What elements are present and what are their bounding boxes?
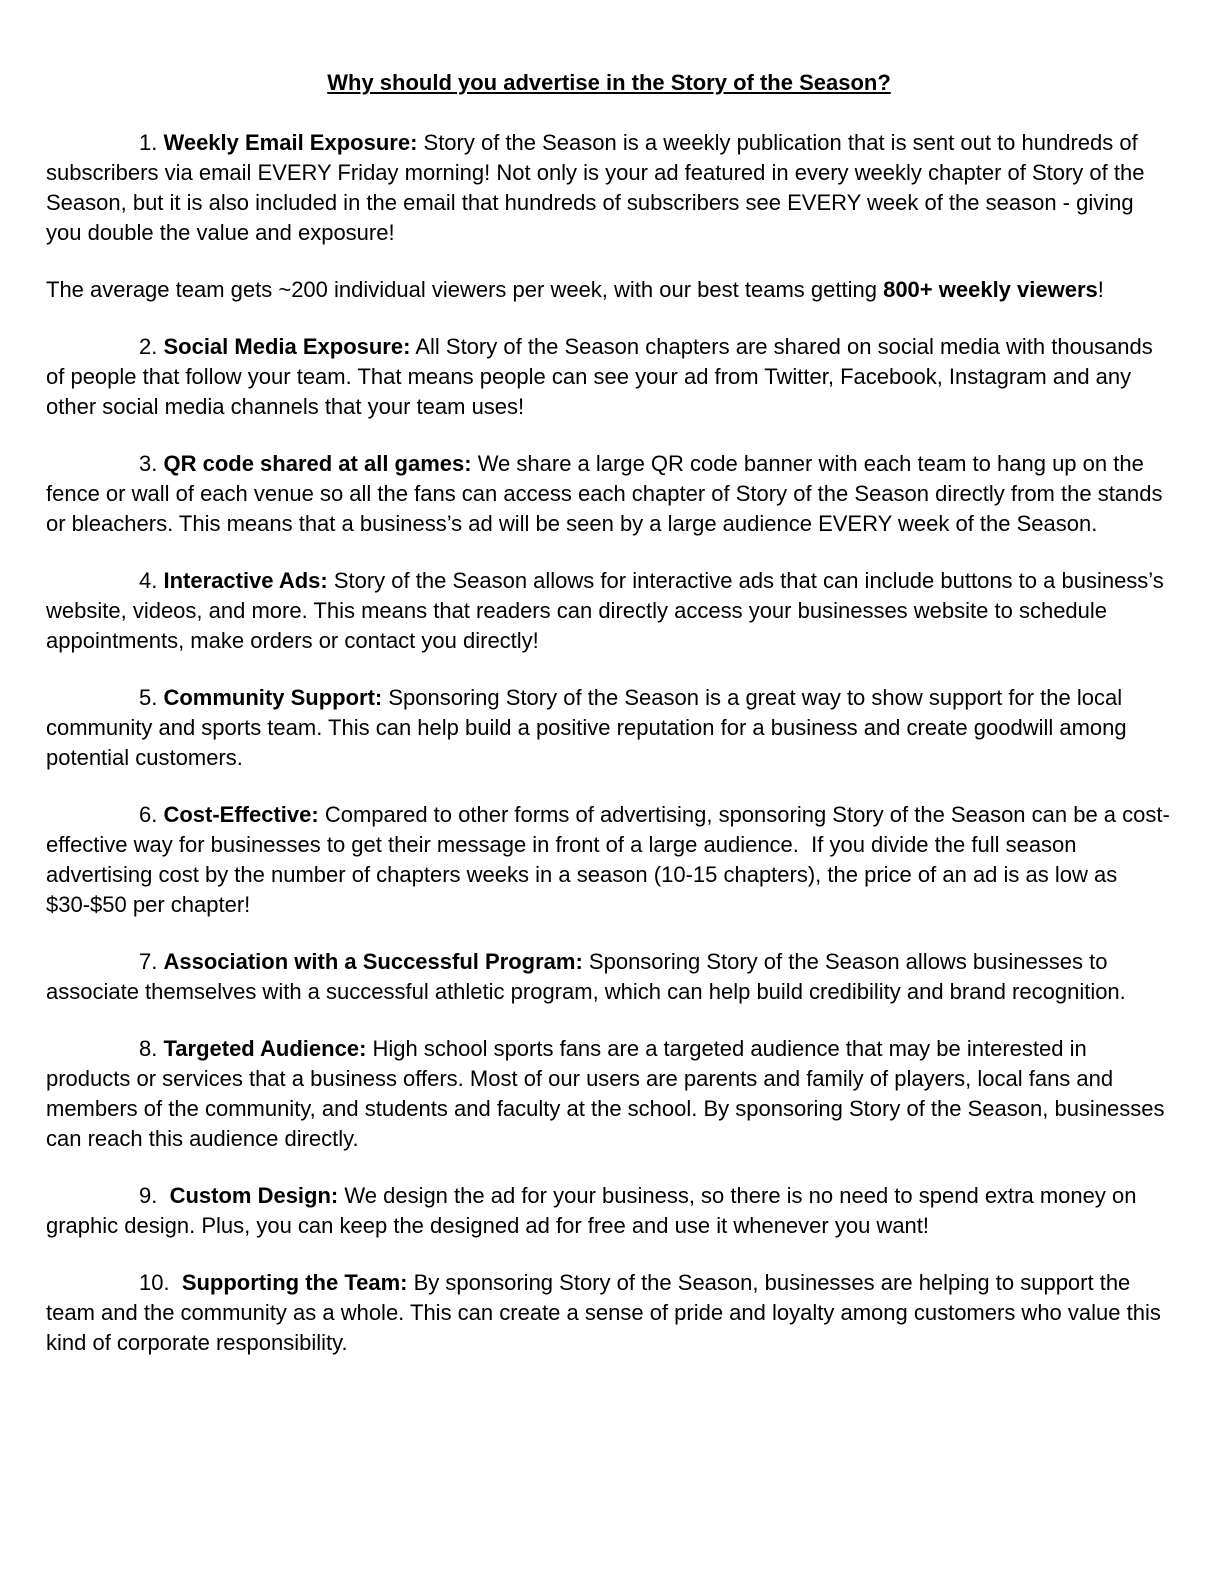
text-segment: Compared to other forms of advertising, sponsoring Story of the Season can be a cost-effective way for businesses to get their message in front of a large audience. If you divide the full season advertising cost by the number of chapters weeks in a season (10-15 chapters), the price of an ad is as low as $30-$50 per chapter! [46,802,1170,917]
text-segment: Community Support: [163,685,383,710]
text-segment: Association with a Successful Program: [163,949,583,974]
text-segment: 9. [139,1183,170,1208]
paragraph [46,1034,1172,1154]
text-segment: By sponsoring Story of the Season, businesses are helping to support the team and the community as a whole. This can create a sense of pride and loyalty among customers who value this kind of corporate responsibility. [46,1270,1167,1355]
document-body [46,128,1172,1358]
text-segment: Cost-Effective: [163,802,319,827]
text-segment: Interactive Ads: [163,568,328,593]
text-segment: Social Media Exposure: [163,334,411,359]
text-segment: 3. [139,451,164,476]
text-segment: 6. [139,802,164,827]
paragraph [46,275,1172,305]
paragraph [46,683,1172,773]
text-segment: 1. [139,130,164,155]
text-segment: Custom Design: [169,1183,339,1208]
text-segment: Story of the Season is a weekly publication that is sent out to hundreds of subscribers via email EVERY Friday morning! Not only is your ad featured in every weekly chapter of Story of the Season, but it is also included in the email that hundreds of subscribers see EVERY week of the season - giving you double the value and exposure! [46,130,1151,245]
text-segment: ! [1097,277,1104,302]
text-segment: Weekly Email Exposure: [163,130,418,155]
text-segment: Sponsoring Story of the Season allows businesses to associate themselves with a successful athletic program, which can help build credibility and brand recognition. [46,949,1126,1004]
text-segment: Story of the Season allows for interactive ads that can include buttons to a business’s website, videos, and more. This means that readers can directly access your businesses website to schedule appointments, make orders or contact you directly! [46,568,1170,653]
paragraph [46,566,1172,656]
text-segment: Targeted Audience: [163,1036,367,1061]
text-segment: 5. [139,685,164,710]
text-segment: High school sports fans are a targeted audience that may be interested in products or services that a business offers. Most of our users are parents and family of players, local fans and members of the community, and students and faculty at the school. By sponsoring Story of the Season, businesses can reach this audience directly. [46,1036,1171,1151]
text-segment: 7. [139,949,164,974]
text-segment: All Story of the Season chapters are shared on social media with thousands of people that follow your team. That means people can see your ad from Twitter, Facebook, Instagram and any other social media channels that your team uses! [46,334,1159,419]
text-segment: 8. [139,1036,164,1061]
paragraph [46,1181,1172,1241]
text-segment: We share a large QR code banner with each team to hang up on the fence or wall of each venue so all the fans can access each chapter of Story of the Season directly from the stands or bleachers. This means that a business’s ad will be seen by a large audience EVERY week of the Season. [46,451,1169,536]
document-title: Why should you advertise in the Story of the Season? [327,70,891,95]
text-segment: 4. [139,568,164,593]
text-segment: 10. [139,1270,182,1295]
paragraph [46,332,1172,422]
paragraph [46,1268,1172,1358]
text-segment: Supporting the Team: [181,1270,408,1295]
text-segment: Sponsoring Story of the Season is a great way to show support for the local community and sports team. This can help build a positive reputation for a business and create goodwill among potential customers. [46,685,1133,770]
text-segment: QR code shared at all games: [163,451,472,476]
paragraph [46,449,1172,539]
text-segment: The average team gets ~200 individual viewers per week, with our best teams getting [46,277,884,302]
text-segment: 800+ weekly viewers [883,277,1098,302]
paragraph [46,128,1172,248]
paragraph [46,800,1172,920]
text-segment: We design the ad for your business, so there is no need to spend extra money on graphic design. Plus, you can keep the designed ad for free and use it whenever you want! [46,1183,1143,1238]
paragraph [46,947,1172,1007]
text-segment: 2. [139,334,164,359]
